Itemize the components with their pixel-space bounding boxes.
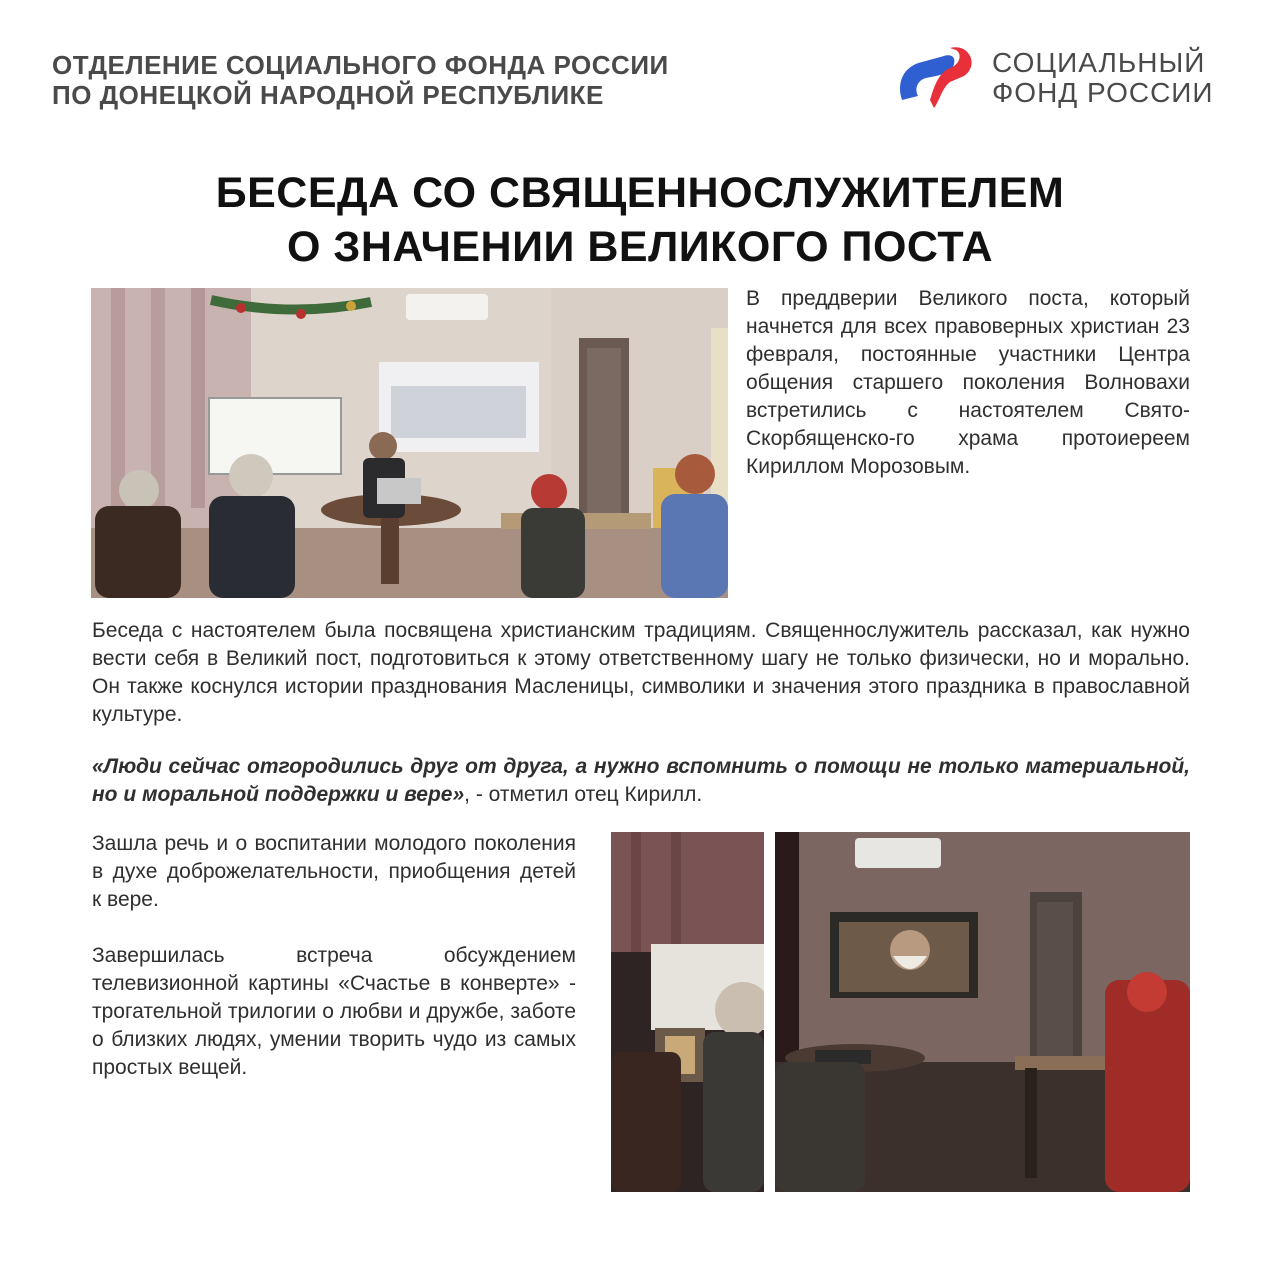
ending-paragraph: Завершилась встреча обсуждением телевизионной картины «Счастье в конверте» - трогательной трилогии о любви и дружбе, заботе о близких людях, умении творить чудо из самых простых вещей.: [92, 944, 576, 1079]
org-name-line-1: ОТДЕЛЕНИЕ СОЦИАЛЬНОГО ФОНДА РОССИИ: [52, 50, 669, 80]
logo-text-line-2: ФОНД РОССИИ: [992, 77, 1214, 108]
quote-paragraph: [92, 753, 1190, 809]
quote-attribution: , - отметил отец Кирилл.: [464, 783, 703, 806]
sfr-logo-icon: [894, 42, 978, 114]
title-line-1: БЕСЕДА СО СВЯЩЕННОСЛУЖИТЕЛЕМ: [215, 169, 1065, 217]
sfr-logo: [894, 42, 1214, 114]
intro-paragraph: В преддверии Великого поста, который начнется для всех правоверных христиан 23 февраля, постоянные участники Центра общения старшего поколения Волновахи встретились с настоятелем Свято-Скорбященско-го храма протоиереем Кириллом Морозовым.: [746, 287, 1190, 478]
logo-text-line-1: СОЦИАЛЬНЫЙ: [992, 47, 1206, 78]
org-name-line-2: ПО ДОНЕЦКОЙ НАРОДНОЙ РЕСПУБЛИКЕ: [52, 80, 604, 110]
quote-text: «Люди сейчас отгородились друг от друга, а нужно вспомнить о помощи не только материальной, но и моральной поддержки и вере»: [92, 755, 1190, 806]
organization-name: [52, 50, 669, 110]
education-paragraph: Зашла речь и о воспитании молодого поколения в духе доброжелательности, приобщения детей к вере.: [92, 832, 576, 911]
meeting-photo: [91, 288, 728, 598]
title-line-2: О ЗНАЧЕНИИ ВЕЛИКОГО ПОСТА: [286, 223, 994, 271]
body-paragraph: Беседа с настоятелем была посвящена христианским традициям. Священнослужитель рассказал, как нужно вести себя в Великий пост, подготовиться к этому ответственному шагу не только физически, но и морально. Он также коснулся истории празднования Масленицы, символики и значения этого праздника в православной культуре.: [92, 619, 1190, 726]
logo-text: [992, 48, 1214, 108]
page-title: [0, 166, 1280, 274]
movie-photo-left: [611, 832, 764, 1192]
movie-photo-right: [775, 832, 1190, 1192]
